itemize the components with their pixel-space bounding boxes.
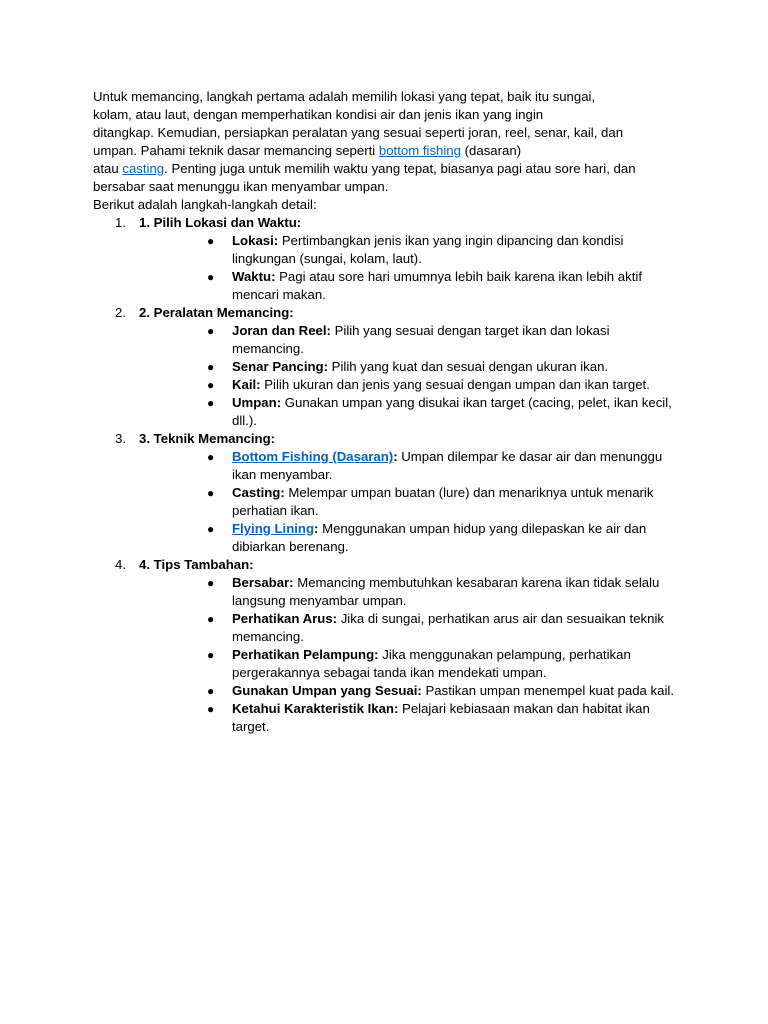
- step-title: 3. Teknik Memancing:: [139, 431, 276, 446]
- detail-text: Umpan dilempar ke dasar air dan menunggu ikan menyambar.: [232, 449, 663, 482]
- detail-item: [139, 700, 683, 736]
- intro-line: kolam, atau laut, dengan memperhatikan kondisi air dan jenis ikan yang ingin: [93, 107, 544, 122]
- detail-text: Gunakan umpan yang disukai ikan target (cacing, pelet, ikan kecil, dll.).: [232, 395, 672, 428]
- detail-text: Jika menggunakan pelampung, perhatikan pergerakannya sebagai tanda ikan mendekati umpan.: [232, 647, 631, 680]
- steps-lead: Berikut adalah langkah-langkah detail:: [93, 197, 317, 212]
- detail-term: Casting:: [232, 485, 285, 500]
- step-item: [93, 430, 683, 556]
- bullet-icon: ●: [207, 702, 215, 716]
- bullet-icon: ●: [207, 360, 215, 374]
- flying-lining-link[interactable]: Flying Lining: [232, 521, 315, 536]
- bottom-fishing-dasaran-link[interactable]: Bottom Fishing (Dasaran): [232, 449, 394, 464]
- detail-item: [139, 574, 683, 610]
- bullet-icon: ●: [207, 648, 215, 662]
- detail-text: Melempar umpan buatan (lure) dan menariknya untuk menarik perhatian ikan.: [232, 485, 654, 518]
- document-body: [93, 88, 683, 736]
- detail-item: [139, 268, 683, 304]
- step-item: [93, 214, 683, 304]
- casting-link[interactable]: casting: [122, 161, 165, 176]
- detail-term: Senar Pancing:: [232, 359, 329, 374]
- detail-item: [139, 358, 683, 376]
- detail-item: [139, 484, 683, 520]
- detail-text: Pagi atau sore hari umumnya lebih baik karena ikan lebih aktif mencari makan.: [232, 269, 642, 302]
- intro-paragraph: [93, 88, 683, 196]
- step-number: 3.: [115, 431, 126, 446]
- step-details: [139, 574, 683, 736]
- detail-item: [139, 610, 683, 646]
- detail-term: Perhatikan Arus:: [232, 611, 338, 626]
- detail-text: Pilih yang kuat dan sesuai dengan ukuran ikan.: [328, 359, 609, 374]
- detail-term: Kail:: [232, 377, 261, 392]
- detail-item: [139, 232, 683, 268]
- bullet-icon: ●: [207, 576, 215, 590]
- step-details: [139, 322, 683, 430]
- detail-term: Umpan:: [232, 395, 282, 410]
- step-details: [139, 448, 683, 556]
- bullet-icon: ●: [207, 612, 215, 626]
- detail-text: Jika di sungai, perhatikan arus air dan sesuaikan teknik memancing.: [232, 611, 664, 644]
- intro-text: (dasaran): [460, 143, 522, 158]
- steps-list: [93, 214, 683, 736]
- detail-item: [139, 322, 683, 358]
- bullet-icon: ●: [207, 684, 215, 698]
- detail-term: Lokasi:: [232, 233, 279, 248]
- detail-term: Ketahui Karakteristik Ikan:: [232, 701, 399, 716]
- detail-text: Menggunakan umpan hidup yang dilepaskan ke air dan dibiarkan berenang.: [232, 521, 647, 554]
- detail-text: Pilih ukuran dan jenis yang sesuai dengan umpan dan ikan target.: [260, 377, 650, 392]
- intro-line: ditangkap. Kemudian, persiapkan peralatan yang sesuai seperti joran, reel, senar, kail, dan: [93, 125, 624, 140]
- intro-text: atau: [93, 161, 123, 176]
- bullet-icon: ●: [207, 324, 215, 338]
- intro-text: . Penting juga untuk memilih waktu yang tepat, biasanya pagi atau sore hari, dan: [164, 161, 636, 176]
- detail-item: [139, 682, 683, 700]
- step-number: 1.: [115, 215, 126, 230]
- bullet-icon: ●: [207, 234, 215, 248]
- detail-text: Memancing membutuhkan kesabaran karena ikan tidak selalu langsung menyambar umpan.: [232, 575, 660, 608]
- step-number: 4.: [115, 557, 126, 572]
- intro-line: bersabar saat menunggu ikan menyambar umpan.: [93, 179, 389, 194]
- step-title: 4. Tips Tambahan:: [139, 557, 254, 572]
- step-item: [93, 556, 683, 736]
- intro-line: umpan. Pahami teknik dasar memancing seperti: [93, 143, 379, 158]
- detail-term: Waktu:: [232, 269, 276, 284]
- detail-term: Bersabar:: [232, 575, 294, 590]
- bullet-icon: ●: [207, 522, 215, 536]
- detail-item: [139, 376, 683, 394]
- bullet-icon: ●: [207, 450, 215, 464]
- detail-item: [139, 394, 683, 430]
- step-details: [139, 232, 683, 304]
- step-title: 1. Pilih Lokasi dan Waktu:: [139, 215, 302, 230]
- detail-term: Perhatikan Pelampung:: [232, 647, 379, 662]
- detail-text: Pertimbangkan jenis ikan yang ingin dipancing dan kondisi lingkungan (sungai, kolam, laut).: [232, 233, 624, 266]
- bullet-icon: ●: [207, 378, 215, 392]
- step-item: [93, 304, 683, 430]
- bullet-icon: ●: [207, 270, 215, 284]
- detail-item: [139, 448, 683, 484]
- step-number: 2.: [115, 305, 126, 320]
- detail-colon: :: [314, 521, 319, 536]
- bullet-icon: ●: [207, 486, 215, 500]
- step-title: 2. Peralatan Memancing:: [139, 305, 294, 320]
- detail-colon: :: [393, 449, 398, 464]
- detail-text: Pilih yang sesuai dengan target ikan dan lokasi memancing.: [232, 323, 610, 356]
- detail-text: Pastikan umpan menempel kuat pada kail.: [421, 683, 674, 698]
- detail-item: [139, 646, 683, 682]
- detail-item: [139, 520, 683, 556]
- bullet-icon: ●: [207, 396, 215, 410]
- detail-text: Pelajari kebiasaan makan dan habitat ikan target.: [232, 701, 650, 734]
- detail-term: Joran dan Reel:: [232, 323, 331, 338]
- bottom-fishing-link[interactable]: bottom fishing: [378, 143, 461, 158]
- detail-term: Gunakan Umpan yang Sesuai:: [232, 683, 422, 698]
- intro-line: Untuk memancing, langkah pertama adalah memilih lokasi yang tepat, baik itu sungai,: [93, 89, 596, 104]
